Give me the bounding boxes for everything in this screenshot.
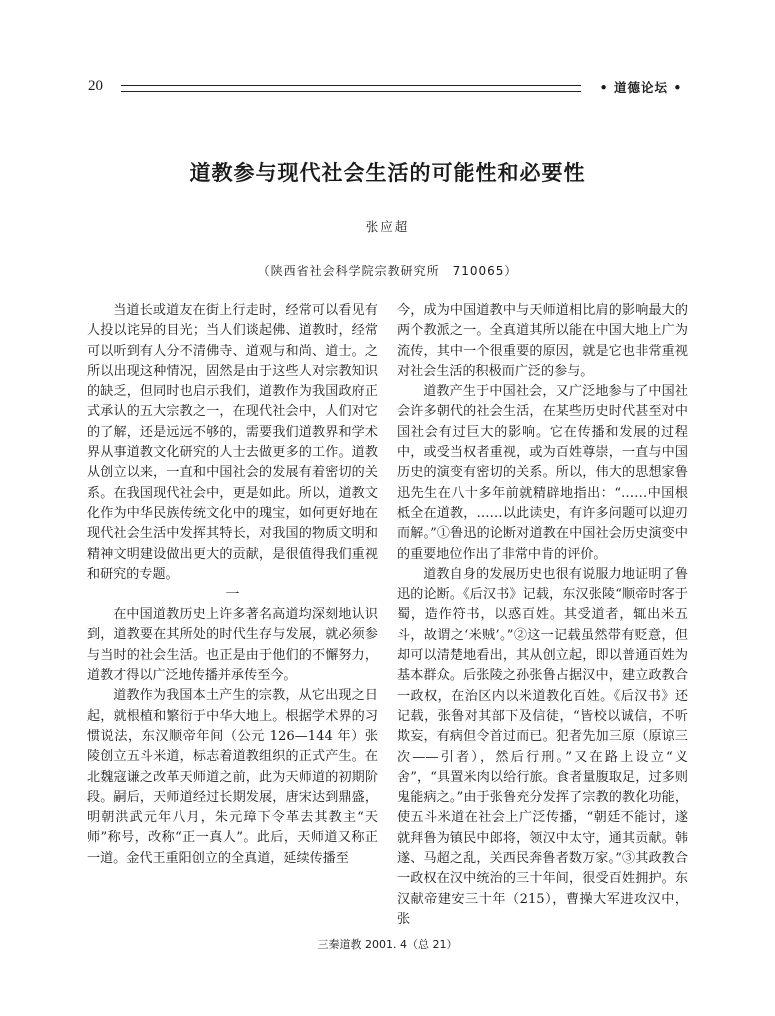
- page-number: 20: [88, 78, 103, 94]
- journal-section-label: • 道德论坛 •: [599, 80, 683, 95]
- body-paragraph: 当道长或道友在街上行走时，经常可以看见有人投以诧异的目光；当人们谈起佛、道教时，经常可以听到有人分不清佛寺、道观与和尚、道士。之所以出现这种情况，固然是由于这些人对宗教知识的缺乏，但同时也启示我们，道教作为我国政府正式承认的五大宗教之一，在现代社会中，人们对它的了解，还是远远不够的，需要我们道教界和学术界从事道教文化研究的人士去做更多的工作。道教从创立以来，一直和中国社会的发展有着密切的关系。在我国现代社会中，更是如此。所以，道教文化作为中华民族传统文化中的瑰宝，如何更好地在现代社会生活中发挥其特长，对我国的物质文明和精神文明建设做出更大的贡献，是很值得我们重视和研究的专题。: [87, 303, 378, 582]
- header-rule-bottom: [121, 91, 581, 92]
- article-author: 张应超: [365, 219, 410, 234]
- header-rule-top: [121, 85, 581, 86]
- body-paragraph: 道教产生于中国社会，又广泛地参与了中国社会许多朝代的社会生活，在某些历史时代甚至对中国社会有过巨大的影响。它在传播和发展的过程中，或受当权者重视，或为百姓尊崇，一直与中国历史的演变有密切的关系。所以，伟大的思想家鲁迅先生在八十多年前就精辟地指出：“……中国根柢全在道教，……以此读史，有许多问题可以迎刃而解。”①鲁迅的论断对道教在中国社会历史演变中的重要地位作出了非常中肯的评价。: [397, 384, 688, 562]
- body-paragraph: 今，成为中国道教中与天师道相比肩的影响最大的两个教派之一。全真道其所以能在中国大地上广为流传，其中一个很重要的原因，就是它也非常重视对社会生活的积极而广泛的参与。: [397, 303, 688, 379]
- body-paragraph: 道教自身的发展历史也很有说服力地证明了鲁迅的论断。《后汉书》记载，东汉张陵“顺帝时客于蜀，造作符书，以惑百姓。其受道者，辄出米五斗，故谓之‘米贼’。”②这一记载虽然带有贬意，但却可以清楚地看出，其从创立起，即以普通百姓为基本群众。后张陵之孙张鲁占据汉中，建立政教合一政权，在治区内以米道教化百姓。《后汉书》还记载，张鲁对其部下及信徒，“皆校以诚信，不听欺妄，有病但令首过而已。犯者先加三原（原谅三次——引者），然后行刑。”又在路上设立“义舍”，“具置米肉以给行旅。食者量腹取足，过多则鬼能病之。”由于张鲁充分发挥了宗教的教化功能，使五斗米道在社会上广泛传播，“朝廷不能讨，遂就拜鲁为镇民中郎将，领汉中太守，通其贡献。韩遂、马超之乱，关西民奔鲁者数万家。”③其政教合一政权在汉中统治的三十年间，很受百姓拥护。东汉献帝建安三十年（215），曹操大军进攻汉中，张: [397, 566, 688, 927]
- journal-citation-footer: 三秦道教 2001. 4（总 21）: [317, 938, 458, 951]
- author-affiliation: （陕西省社会科学院宗教研究所 710065）: [257, 264, 518, 278]
- section-number: 一: [225, 587, 240, 604]
- right-column: [397, 301, 688, 930]
- article-title: 道教参与现代社会生活的可能性和必要性: [189, 161, 586, 185]
- left-column: [87, 301, 378, 869]
- body-paragraph: 道教作为我国本土产生的宗教，从它出现之日起，就根植和繁衍于中华大地上。根据学术界的习惯说法，东汉顺帝年间（公元 126—144 年）张陵创立五斗米道，标志着道教组织的正式产生。在北魏寇谦之改革天师道之前，此为天师道的初期阶段。嗣后，天师道经过长期发展，唐宋达到鼎盛，明朝洪武元年八月，朱元璋下令革去其教主“天师”称号，改称“正一真人”。此后，天师道又称正一道。金代王重阳创立的全真道，延续传播至: [87, 688, 378, 866]
- body-paragraph: 在中国道教历史上许多著名高道均深刻地认识到，道教要在其所处的时代生存与发展，就必须参与当时的社会生活。也正是由于他们的不懈努力，道教才得以广泛地传播并承传至今。: [87, 607, 378, 684]
